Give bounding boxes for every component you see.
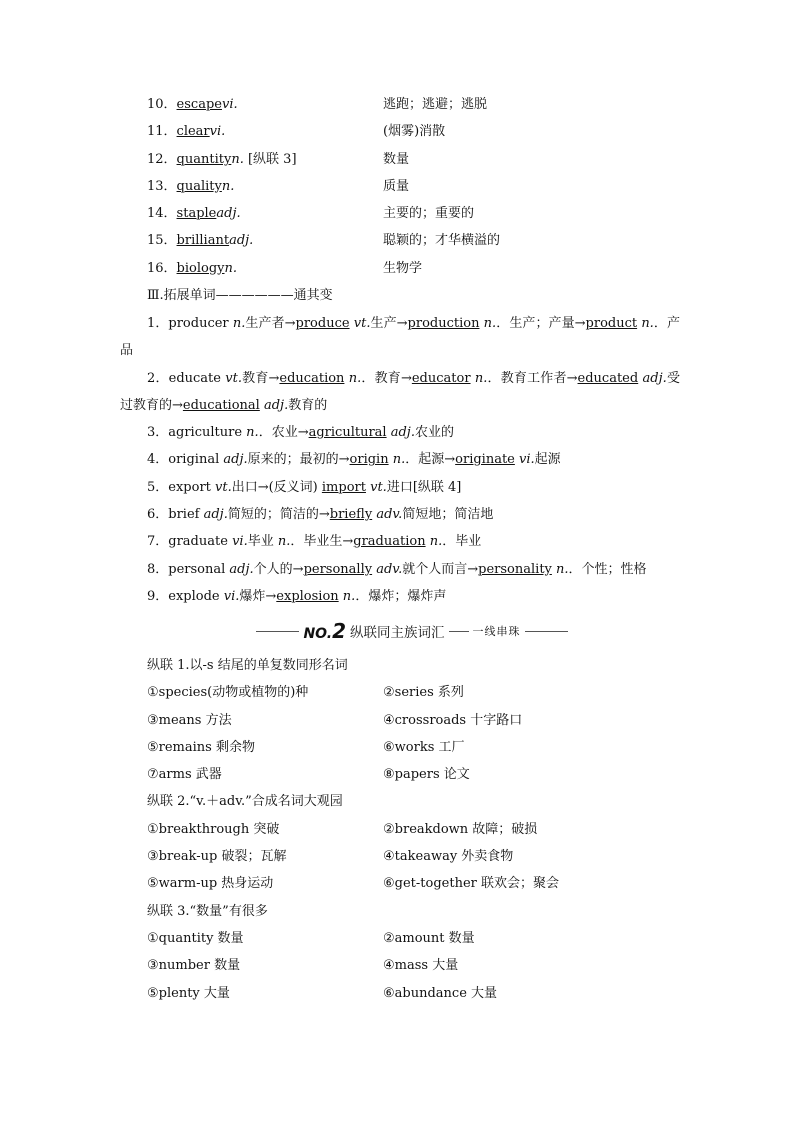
vocab-row bbox=[147, 204, 687, 224]
banner-rule bbox=[525, 631, 568, 632]
vocab-word: staple bbox=[176, 206, 217, 221]
expand-entry: 4．original adj.原来的；最初的→origin n.．起源→originate vi.起源 bbox=[147, 452, 561, 468]
list-item: ⑥get-together 联欢会；聚会 bbox=[383, 876, 559, 892]
vocab-meaning: 数量 bbox=[383, 152, 410, 167]
banner-rule bbox=[256, 631, 299, 632]
part-of-speech: n. bbox=[231, 152, 244, 167]
expand-entry: 6．brief adj.简短的；简洁的→briefly adv.简短地；简洁地 bbox=[147, 507, 494, 523]
item-number: 12． bbox=[147, 152, 177, 167]
item-number: 10． bbox=[147, 97, 177, 112]
vocab-row bbox=[147, 95, 687, 115]
group-row bbox=[147, 925, 687, 952]
part-of-speech: vi. bbox=[209, 124, 226, 139]
vocab-row bbox=[147, 177, 687, 197]
banner-number: NO.2 bbox=[303, 619, 347, 643]
expand-entry: 9．explode vi.爆炸→explosion n.．爆炸；爆炸声 bbox=[147, 588, 447, 604]
list-item: ②amount 数量 bbox=[383, 930, 475, 946]
cross-reference: [纵联 3] bbox=[243, 152, 297, 167]
group-row bbox=[147, 952, 687, 979]
list-item: ②series 系列 bbox=[383, 685, 464, 701]
list-item: ④crossroads 十字路口 bbox=[383, 712, 523, 728]
expand-entry: 5．export vt.出口→(反义词) import vt.进口[纵联 4] bbox=[147, 479, 462, 495]
vocab-meaning: 生物学 bbox=[383, 261, 423, 276]
group-row bbox=[147, 980, 687, 1007]
item-number: 16． bbox=[147, 261, 177, 276]
group-title: 纵联 1.以-s 结尾的单复数同形名词 bbox=[147, 658, 348, 673]
vocab-meaning: 主要的；重要的 bbox=[383, 206, 475, 221]
vocab-meaning: 逃跑；逃避；逃脱 bbox=[383, 97, 488, 112]
vocab-word: brilliant bbox=[176, 233, 230, 248]
group-row bbox=[147, 870, 687, 897]
vocab-word: quality bbox=[176, 179, 222, 194]
list-item: ⑥abundance 大量 bbox=[383, 985, 498, 1001]
group-row bbox=[147, 734, 687, 761]
group-list bbox=[147, 652, 687, 1007]
expand-entry: 7．graduate vi.毕业 n.．毕业生→graduation n.．毕业 bbox=[147, 534, 482, 550]
list-item: ①quantity 数量 bbox=[147, 930, 244, 946]
expand-entry: 3．agriculture n.．农业→agricultural adj.农业的 bbox=[147, 425, 454, 441]
vocab-row bbox=[147, 122, 687, 142]
group-row bbox=[147, 843, 687, 870]
vocab-word: quantity bbox=[176, 152, 232, 167]
list-item: ③break-up 破裂；瓦解 bbox=[147, 849, 287, 865]
item-number: 13． bbox=[147, 179, 177, 194]
item-number: 11． bbox=[147, 124, 177, 139]
list-item: ①species(动物或植物的)种 bbox=[147, 685, 309, 701]
list-item: ③means 方法 bbox=[147, 712, 232, 728]
vocab-meaning: (烟雾)消散 bbox=[383, 124, 446, 139]
list-item: ⑤plenty 大量 bbox=[147, 985, 230, 1001]
section-heading: Ⅲ.拓展单词——————通其变 bbox=[147, 288, 333, 303]
group-row bbox=[147, 679, 687, 706]
vocab-meaning: 质量 bbox=[383, 179, 410, 194]
item-number: 15． bbox=[147, 233, 177, 248]
vocab-row bbox=[147, 259, 687, 279]
banner-title: 纵联同主族词汇 bbox=[350, 625, 445, 641]
banner-rule bbox=[449, 631, 469, 632]
list-item: ⑤warm-up 热身运动 bbox=[147, 876, 274, 892]
group-row bbox=[147, 707, 687, 734]
list-item: ④takeaway 外卖食物 bbox=[383, 849, 514, 865]
vocab-word: biology bbox=[176, 261, 225, 276]
list-item: ⑤remains 剩余物 bbox=[147, 739, 255, 755]
part-of-speech: vi. bbox=[221, 97, 238, 112]
group-row bbox=[147, 761, 687, 788]
banner-subtitle: 一线串珠 bbox=[472, 625, 521, 638]
part-of-speech: n. bbox=[221, 179, 235, 194]
list-item: ②breakdown 故障；破损 bbox=[383, 821, 538, 837]
expand-entry: 1．producer n.生产者→produce vt.生产→production n.．生产；产量→product n.．产品 bbox=[120, 316, 680, 359]
section-banner bbox=[256, 620, 568, 642]
list-item: ⑧papers 论文 bbox=[383, 767, 470, 783]
part-of-speech: adj. bbox=[229, 233, 254, 248]
group-row bbox=[147, 816, 687, 843]
part-of-speech: n. bbox=[224, 261, 238, 276]
list-item: ③number 数量 bbox=[147, 958, 241, 974]
expand-entry: 8．personal adj.个人的→personally adv.就个人而言→personality n.．个性；性格 bbox=[147, 561, 647, 577]
group-title: 纵联 3.“数量”有很多 bbox=[147, 903, 268, 919]
list-item: ④mass 大量 bbox=[383, 958, 459, 974]
item-number: 14． bbox=[147, 206, 177, 221]
expand-words bbox=[120, 310, 680, 610]
vocab-row bbox=[147, 231, 687, 251]
vocab-word: clear bbox=[176, 124, 210, 139]
vocab-meaning: 聪颖的；才华横溢的 bbox=[383, 233, 501, 248]
list-item: ⑦arms 武器 bbox=[147, 767, 222, 783]
expand-entry: 2．educate vt.教育→education n.．教育→educator n.．教育工作者→educated adj.受过教育的→educational adj.教育的 bbox=[120, 370, 680, 413]
part-of-speech: adj. bbox=[216, 206, 241, 221]
group-title: 纵联 2.“v.＋adv.”合成名词大观园 bbox=[147, 794, 343, 810]
list-item: ①breakthrough 突破 bbox=[147, 821, 280, 837]
list-item: ⑥works 工厂 bbox=[383, 739, 465, 755]
vocab-row bbox=[147, 150, 687, 170]
vocab-word: escape bbox=[176, 97, 222, 112]
